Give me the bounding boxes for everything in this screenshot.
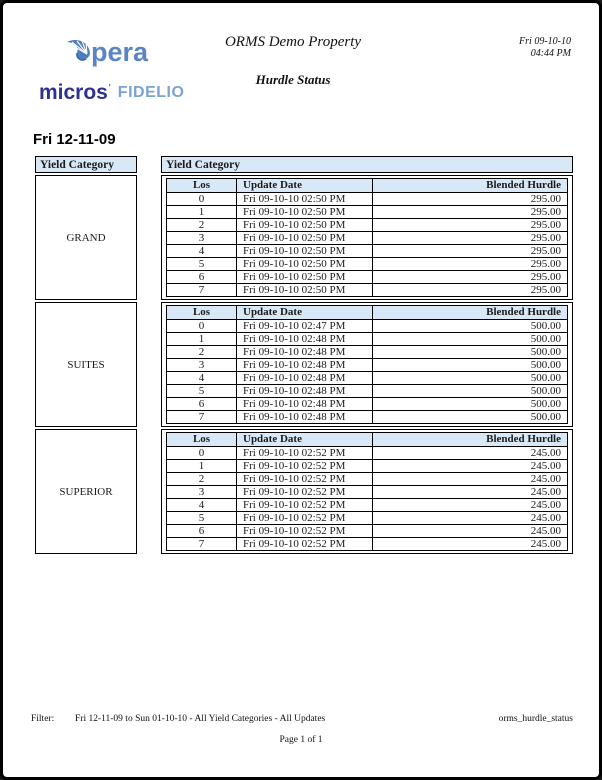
los-value: 6 [167,271,237,284]
blended-hurdle-value: 295.00 [373,271,568,284]
column-header-update-date: Update Date [237,179,373,193]
column-header-blended-hurdle: Blended Hurdle [373,433,568,447]
blended-hurdle-value: 500.00 [373,385,568,398]
los-table-grand [166,178,568,297]
blended-hurdle-value: 295.00 [373,219,568,232]
los-row [167,193,568,206]
los-value: 2 [167,219,237,232]
los-value: 0 [167,447,237,460]
blended-hurdle-value: 245.00 [373,447,568,460]
detail-row-superior [161,429,573,554]
report-title: ORMS Demo Property [224,34,362,50]
los-value: 0 [167,320,237,333]
los-row [167,525,568,538]
los-value: 3 [167,486,237,499]
opera-wordmark: pera [91,37,149,67]
los-value: 3 [167,232,237,245]
los-row [167,245,568,258]
los-value: 7 [167,538,237,551]
report-date-heading: Fri 12-11-09 [33,131,116,148]
los-row [167,359,568,372]
los-value: 1 [167,333,237,346]
los-row [167,333,568,346]
blended-hurdle-value: 295.00 [373,232,568,245]
blended-hurdle-value: 500.00 [373,359,568,372]
los-table-header-row [167,179,568,193]
los-row [167,346,568,359]
update-date-value: Fri 09-10-10 02:52 PM [237,486,373,499]
los-value: 7 [167,284,237,297]
los-value: 6 [167,525,237,538]
los-row [167,486,568,499]
los-row [167,258,568,271]
yield-category-table [33,154,139,556]
los-row [167,320,568,333]
blended-hurdle-value: 500.00 [373,411,568,424]
los-value: 1 [167,206,237,219]
print-date-line: Fri 09-10-10 [519,36,571,47]
update-date-value: Fri 09-10-10 02:50 PM [237,206,373,219]
update-date-value: Fri 09-10-10 02:50 PM [237,219,373,232]
report-id: orms_hurdle_status [498,714,573,724]
update-date-value: Fri 09-10-10 02:52 PM [237,447,373,460]
detail-row-grand [161,175,573,300]
los-table-header-row [167,306,568,320]
los-row [167,499,568,512]
blended-hurdle-value: 500.00 [373,346,568,359]
detail-section-superior [161,429,573,554]
los-value: 2 [167,473,237,486]
column-header-blended-hurdle: Blended Hurdle [373,306,568,320]
update-date-value: Fri 09-10-10 02:50 PM [237,193,373,206]
print-timestamp [519,36,571,60]
report-footer [31,714,573,724]
los-row [167,473,568,486]
los-row [167,411,568,424]
los-row [167,284,568,297]
blended-hurdle-value: 245.00 [373,486,568,499]
update-date-value: Fri 09-10-10 02:52 PM [237,460,373,473]
los-row [167,447,568,460]
los-row [167,460,568,473]
los-value: 6 [167,398,237,411]
update-date-value: Fri 09-10-10 02:48 PM [237,411,373,424]
los-value: 5 [167,385,237,398]
los-value: 5 [167,512,237,525]
update-date-value: Fri 09-10-10 02:48 PM [237,398,373,411]
category-row-suites [35,302,137,427]
blended-hurdle-value: 500.00 [373,372,568,385]
update-date-value: Fri 09-10-10 02:52 PM [237,538,373,551]
los-value: 4 [167,499,237,512]
los-value: 0 [167,193,237,206]
los-value: 2 [167,346,237,359]
blended-hurdle-value: 295.00 [373,206,568,219]
update-date-value: Fri 09-10-10 02:50 PM [237,271,373,284]
update-date-value: Fri 09-10-10 02:52 PM [237,473,373,486]
print-time-line: 04:44 PM [530,48,571,59]
category-cell-suites: SUITES [35,302,137,427]
los-table-superior [166,432,568,551]
los-value: 1 [167,460,237,473]
update-date-value: Fri 09-10-10 02:50 PM [237,245,373,258]
blended-hurdle-value: 500.00 [373,398,568,411]
blended-hurdle-value: 295.00 [373,258,568,271]
los-row [167,398,568,411]
los-table-header-row [167,433,568,447]
filter-label: Filter: [31,714,55,724]
los-table-suites [166,305,568,424]
filter-value: Fri 12-11-09 to Sun 01-10-10 - All Yield Categories - All Updates [75,714,326,724]
update-date-value: Fri 09-10-10 02:52 PM [237,499,373,512]
micros-trademark: ' [108,83,111,94]
blended-hurdle-value: 245.00 [373,512,568,525]
detail-row-suites [161,302,573,427]
category-row-superior [35,429,137,554]
update-date-value: Fri 09-10-10 02:50 PM [237,232,373,245]
category-cell-grand: GRAND [35,175,137,300]
los-row [167,206,568,219]
category-cell-superior: SUPERIOR [35,429,137,554]
micros-wordmark: micros [39,81,108,104]
blended-hurdle-value: 295.00 [373,245,568,258]
detail-yield-category-header: Yield Category [161,156,573,173]
report-subtitle: Hurdle Status [255,72,331,87]
blended-hurdle-value: 500.00 [373,333,568,346]
los-row [167,372,568,385]
los-row [167,385,568,398]
los-row [167,512,568,525]
column-header-los: Los [167,306,237,320]
detail-section-grand [161,175,573,300]
update-date-value: Fri 09-10-10 02:52 PM [237,525,373,538]
category-row-grand [35,175,137,300]
update-date-value: Fri 09-10-10 02:48 PM [237,359,373,372]
los-value: 3 [167,359,237,372]
column-header-blended-hurdle: Blended Hurdle [373,179,568,193]
update-date-value: Fri 09-10-10 02:47 PM [237,320,373,333]
blended-hurdle-value: 295.00 [373,284,568,297]
page-number: Page 1 of 1 [279,735,323,745]
column-header-update-date: Update Date [237,306,373,320]
blended-hurdle-value: 245.00 [373,499,568,512]
update-date-value: Fri 09-10-10 02:48 PM [237,333,373,346]
los-value: 4 [167,372,237,385]
hurdle-detail-table [159,154,575,556]
blended-hurdle-value: 245.00 [373,525,568,538]
update-date-value: Fri 09-10-10 02:50 PM [237,258,373,271]
opera-swirl-icon [63,37,93,67]
update-date-value: Fri 09-10-10 02:48 PM [237,372,373,385]
blended-hurdle-value: 245.00 [373,460,568,473]
detail-section-suites [161,302,573,427]
los-row [167,219,568,232]
update-date-value: Fri 09-10-10 02:52 PM [237,512,373,525]
los-value: 4 [167,245,237,258]
blended-hurdle-value: 500.00 [373,320,568,333]
update-date-value: Fri 09-10-10 02:50 PM [237,284,373,297]
los-row [167,271,568,284]
los-value: 7 [167,411,237,424]
blended-hurdle-value: 245.00 [373,473,568,486]
column-header-los: Los [167,179,237,193]
los-row [167,538,568,551]
update-date-value: Fri 09-10-10 02:48 PM [237,346,373,359]
blended-hurdle-value: 245.00 [373,538,568,551]
blended-hurdle-value: 295.00 [373,193,568,206]
los-value: 5 [167,258,237,271]
column-header-update-date: Update Date [237,433,373,447]
yield-category-column-header: Yield Category [35,156,137,173]
update-date-value: Fri 09-10-10 02:48 PM [237,385,373,398]
los-row [167,232,568,245]
hurdle-status-tables [33,154,575,556]
column-header-los: Los [167,433,237,447]
fidelio-wordmark: FIDELIO [117,84,185,101]
